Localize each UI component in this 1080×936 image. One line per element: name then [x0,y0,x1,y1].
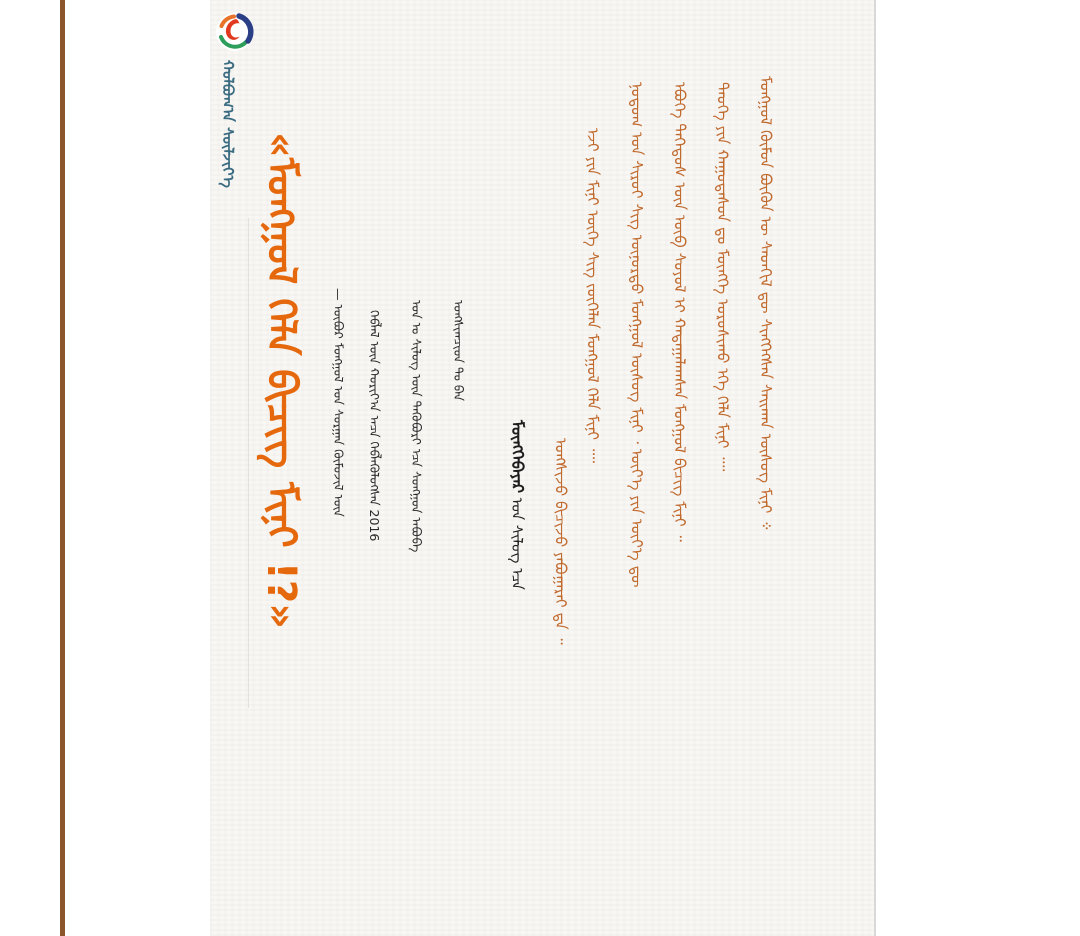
left-accent-bar [60,0,65,936]
poem-column: ᠮᠣᠩᠭᠣᠯ ᠬᠦᠮᠦᠨ ᠪᠦᠬᠦᠨ ᠦ ᠰᠡᠳᠬᠢᠯ ᠳᠦ ᠰᠢᠩᠭᠡᠭᠰᠡᠨ ᠰᠠᠢᠬᠠᠨ ᠦᠰᠦᠭ ᠮᠢᠨᠢ ᠅ [756,76,775,530]
poem-column: ᠡᠪᠦᠭᠡ ᠳᠡᠭᠡᠳᠦᠰ ᠦᠨ ᠥᠪ ᠰᠣᠶᠣᠯ ᠢ ᠬᠠᠳᠠᠭᠠᠯᠠᠭᠰᠠᠨ ᠮᠣᠩᠭᠣᠯ ᠪᠢᠴᠢᠭ ᠮᠢᠨᠢ ᠃ [670,82,689,542]
site-swirl-logo-icon[interactable] [215,12,255,52]
poem-column: ᠲᠡᠦᠬᠡ ᠶᠢᠨ ᠬᠠᠭᠤᠳᠠᠰᠤᠨ ᠳᠤ ᠮᠥᠩᠬᠡ ᠣᠷᠣᠰᠢᠬᠤ ᠡᠬᠡ ᠬᠡᠯᠡ ᠮᠢᠨᠢ ᠁ [713,82,732,472]
poem-column: ᠨᠤᠲᠤᠭ ᠤᠨ ᠰᠢᠷᠣᠢ ᠰᠢᠭ ᠦᠨᠦᠷᠲᠦ ᠮᠣᠩᠭᠣᠯ ᠦᠰᠦᠭ ᠮᠢᠨᠢ ᠂ ᠦᠶ᠎ᠡ ᠶᠢᠨ ᠦᠶ᠎ᠡ ᠳᠦ [627,82,646,588]
byline-column: — ᠥᠪᠥᠷ ᠮᠣᠩᠭᠣᠯ ᠤᠨ ᠰᠤᠷᠭᠠᠨ ᠬᠦᠮᠦᠵᠢᠯ ᠦᠨ [331,288,347,517]
content-panel [210,0,876,936]
byline-column: ᠣᠨ ᠤ ᠰᠢᠯᠦᠭ ᠦᠨ ᠲᠡᠭᠦᠪᠦᠷᠢ ᠡᠴᠡ ᠰᠣᠩᠭᠣᠨ ᠠᠪᠤᠪᠠ [409,300,425,553]
poem-column: ᠡᠵᠢ ᠶᠢᠨ ᠮᠢᠨᠢ ᠦᠭᠡ ᠰᠢᠭ ᠵᠥᠭᠡᠯᠡᠨ ᠮᠣᠩᠭᠣᠯ ᠬᠡᠯᠡ ᠮᠢᠨᠢ ᠁ [583,128,602,464]
author-suffix: ᠤᠨ ᠰᠢᠯᠦᠭ ᠡᠴᠡ [507,493,526,590]
author-column [508,420,525,590]
header-divider-line [248,218,249,708]
byline-column-with-year: ᠬᠡᠪᠯᠡᠯ ᠦᠨ ᠬᠣᠷᠢᠶ᠎ᠠ ᠠᠴᠠ ᠬᠡᠪᠯᠡᠭᠦᠯᠦᠭᠰᠡᠨ 2016 [367,310,383,542]
poem-column: ᠤᠩᠰᠢᠵᠤ ᠪᠢᠴᠢᠵᠦ ᠶᠠᠪᠤᠭᠠᠷᠠᠢ ᠳ᠋ᠠ ᠃ [551,438,570,645]
author-name: ᠮᠥᠩᠬᠡᠪᠠᠶᠠᠷ [507,420,527,494]
site-name[interactable]: ᠬᠣᠯᠪᠣᠭ᠎ᠠ ᠰᠦᠯᠵᠢᠶ᠎ᠡ [218,60,237,188]
article-title: «ᠮᠣᠩᠭᠣᠯ ᠬᠡᠯᠡ ᠪᠢᠴᠢᠭ ᠮᠢᠨᠢ !?» [258,132,304,629]
byline-column: ᠤᠩᠰᠢᠭᠴᠢᠳ ᠲᠤ ᠪᠠᠨ [451,300,467,401]
